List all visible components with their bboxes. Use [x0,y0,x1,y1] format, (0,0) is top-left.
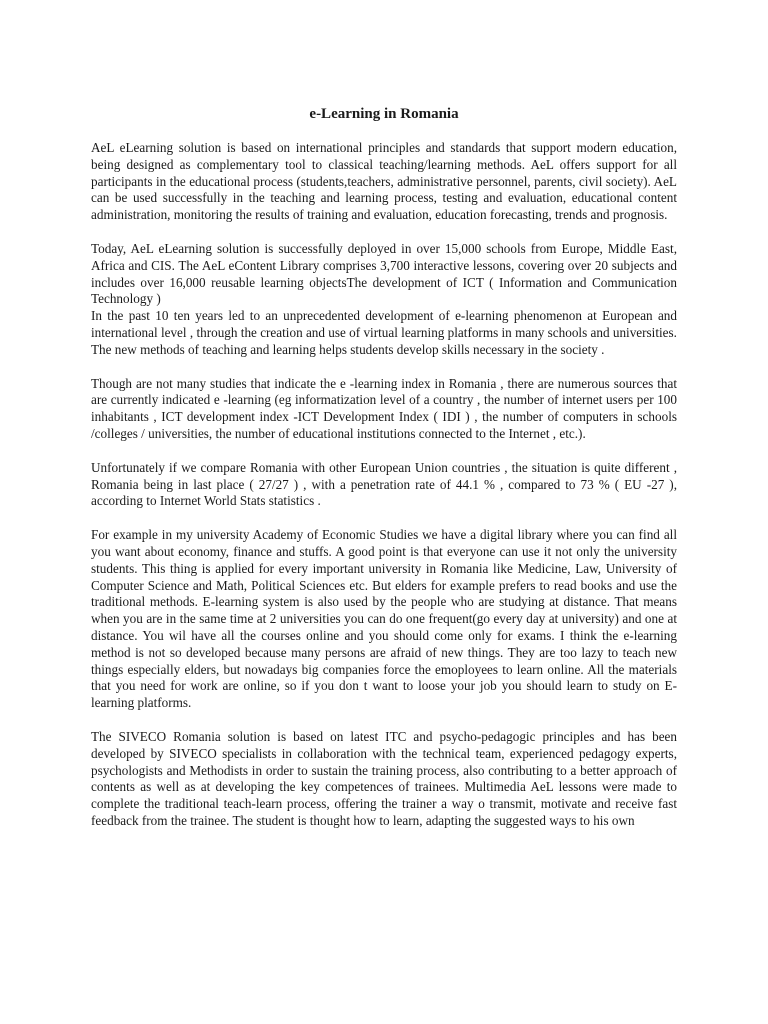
paragraph-gap [91,224,677,241]
paragraph-gap [91,510,677,527]
paragraph-university-example: For example in my university Academy of Economic Studies we have a digital library where you can find all you want about economy, finance and stuffs. A good point is that everyone can use it not only the university students. This thing is applied for every important university in Romania like Medicine, Law, University of Computer Science and Math, Political Sciences etc. But elders for example prefers to read books and use the traditional methods. E-learning system is also used by the people who are studying at distance. That means when you are in the same time at 2 universities you can do one frequent(go every day at university) and one at distance. You wil have all the courses online and you should come only for exams. I think the e-learning method is not so developed because many persons are afraid of new things. They are too lazy to teach new things especially elders, but nowadays big companies force the emoployees to learn online. All the materials that you need for work are online, so if you don t want to loose your job you should learn to study on E-learning platforms. [91,527,677,711]
paragraph-ael-deployment: Today, AeL eLearning solution is successfully deployed in over 15,000 schools from Europe, Middle East, Africa and CIS. The AeL eContent Library comprises 3,700 interactive lessons, covering over 20 subjects and includes over 16,000 reusable learning objectsThe development of ICT ( Information and Communication Technology ) [91,240,677,307]
paragraph-ael-overview: AeL eLearning solution is based on international principles and standards that support modern education, being designed as complementary tool to classical teaching/learning methods. AeL offers support for all participants in the educational process (students,teachers, administrative personnel, parents, civil society). AeL can be used successfully in the teaching and learning process, testing and evaluation, educational content administration, monitoring the results of training and evaluation, education forecasting, trends and prognosis. [91,140,677,223]
paragraph-eu-comparison: Unfortunately if we compare Romania with other European Union countries , the situation is quite different , Romania being in last place ( 27/27 ) , with a penetration rate of 44.1 % , compared to 73 % ( EU -27 ), according to Internet World Stats statistics . [91,459,677,509]
paragraph-elearning-index: Though are not many studies that indicate the e -learning index in Romania , there are numerous sources that are currently indicated e -learning (eg informatization level of a country , the number of internet users per 100 inhabitants , ICT development index -ICT Development Index ( IDI ) , the number of computers in schools /colleges / universities, the number of educational institutions connected to the Internet , etc.). [91,375,677,441]
paragraph-gap [91,359,677,376]
paragraph-gap [91,443,677,460]
paragraph-new-methods: The new methods of teaching and learning helps students develop skills necessary in the society . [91,341,605,357]
document-page [91,100,677,830]
paragraph-gap [91,712,677,729]
document-title: e-Learning in Romania [309,106,459,122]
paragraph-ict-development: In the past 10 ten years led to an unprecedented development of e-learning phenomenon at European and international level , through the creation and use of virtual learning platforms in many schools and universities. [91,308,677,340]
paragraph-siveco-solution: The SIVECO Romania solution is based on latest ITC and psycho-pedagogic principles and has been developed by SIVECO specialists in collaboration with the technical team, experienced pedagogy experts, psychologists and Methodists in order to sustain the training process, also contributing to a better approach of contents as well as at developing the key competences of trainees. Multimedia AeL lessons were made to complete the traditional teach-learn process, offering the trainer a way o transmit, motivate and receive fast feedback from the trainee. The student is thought how to learn, adapting the suggested ways to his own [91,728,677,828]
